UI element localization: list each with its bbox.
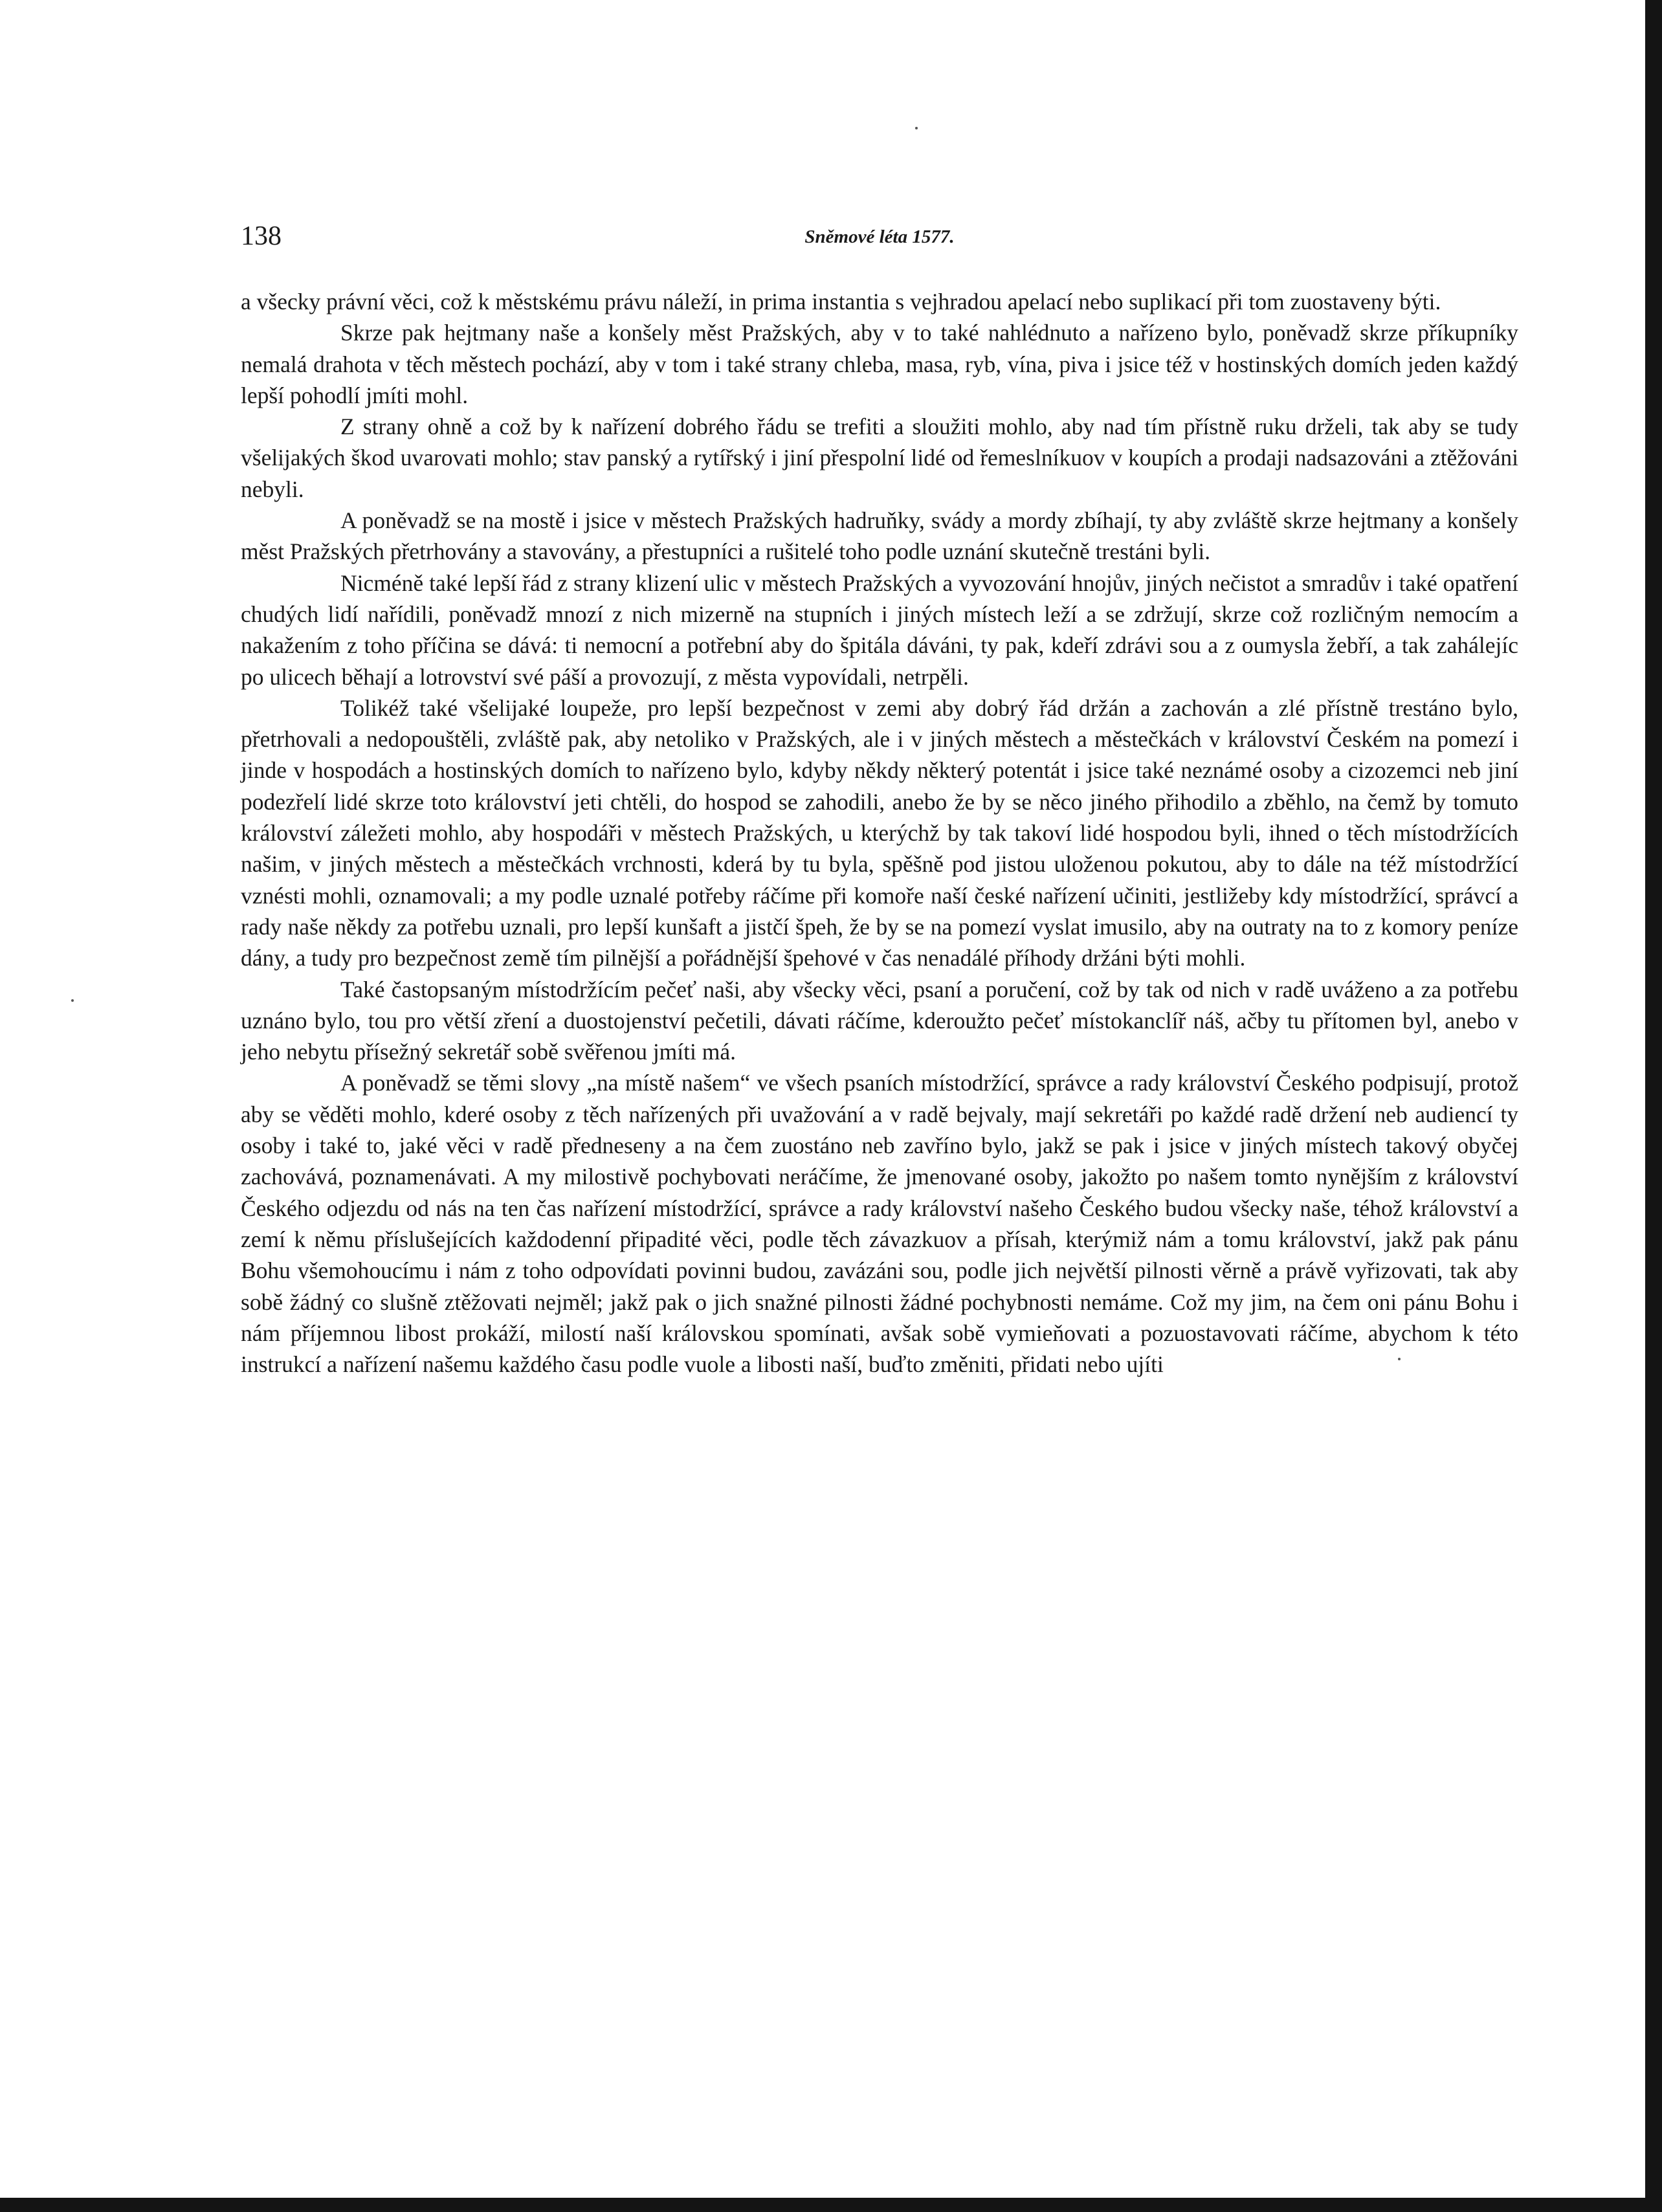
scan-border-bottom [0, 2198, 1662, 2212]
paragraph: A poněvadž se těmi slovy „na místě našem“ ve všech psaních místodržící, správce a rady království Českého podpisují, protož aby se věděti mohlo, kderé osoby z těch nařízených při uvažování a v radě bejvaly, mají sekretáři po každé radě držení neb audiencí ty osoby i také to, jaké věci v radě předneseny a na čem zuostáno neb zavříno bylo, jakž se pak i jsice v jiných místech takový obyčej zachovává, poznamenávati. A my milostivě pochybovati neráčíme, že jmenované osoby, jakožto po našem tomto nynějším z království Českého odjezdu od nás na ten čas nařízení místodržící, správce a rady království našeho Českého budou všecky naše, téhož království a zemí k němu příslušejících každodenní připadité věci, podle těch závazkuov a přísah, kterýmiž nám a tomu království, jakž pak pánu Bohu všemohoucímu i nám z toho odpovídati povinni budou, zavázáni sou, podle jich největší pilnosti věrně a právě vyřizovati, tak aby sobě žádný co slušně ztěžovati nejměl; jakž pak o jich snažné pilnosti žádné pochybnosti nemáme. Což my jim, na čem oni pánu Bohu i nám příjemnou libost prokáží, milostí naší královskou spomínati, avšak sobě vymieňovati a pozuostavovati ráčíme, abychom k této instrukcí a nařízení našemu každého času podle vuole a libosti naší, buďto změniti, přidati nebo ujíti [241, 1070, 1518, 1378]
scan-border-right [1645, 0, 1662, 2212]
paragraph: Skrze pak hejtmany naše a konšely měst Pražských, aby v to také nahlédnuto a nařízeno bylo, poněvadž skrze příkupníky nemalá drahota v těch městech pochází, aby v tom i také strany chleba, masa, ryb, vína, piva i jsice též v hostinských domích jeden každý lepší pohodlí jmíti mohl. [241, 320, 1518, 408]
scan-speck [915, 127, 918, 129]
scan-speck [71, 999, 74, 1002]
page-number: 138 [241, 221, 282, 251]
paragraph: Z strany ohně a což by k nařízení dobrého řádu se trefiti a sloužiti mohlo, aby nad tím přístně ruku drželi, tak aby se tudy všelijakých škod uvarovati mohlo; stav panský a rytířský i jiní přespolní lidé od řemeslníkuov v koupích a prodaji nadsazováni a ztěžováni nebyli. [241, 414, 1518, 502]
running-head [241, 214, 1518, 252]
paragraph: A poněvadž se na mostě i jsice v městech Pražských hadruňky, svády a mordy zbíhají, ty aby zvláště skrze hejtmany a konšely měst Pražských přetrhovány a stavovány, a přestupníci a rušitelé toho podle uznání skutečně trestáni byli. [241, 507, 1518, 565]
paragraph: Také častopsaným místodržícím pečeť naši, aby všecky věci, psaní a poručení, což by tak od nich v radě uváženo a za potřebu uznáno bylo, tou pro větší zření a duostojenství pečetili, dávati ráčíme, kderoužto pečeť místokanclíř náš, ačby tu přítomen byl, anebo v jeho nebytu přísežný sekretář sobě svěřenou jmíti má. [241, 976, 1518, 1065]
paragraph: Nicméně také lepší řád z strany klizení ulic v městech Pražských a vyvozování hnojův, jiných nečistot a smradův i také opatření chudých lidí nařídili, poněvadž mnozí z nich mizerně na stupních i jiných místech leží a se zdržují, skrze což rozličným nemocím a nakažením z toho příčina se dává: ti nemocní a potřební aby do špitála dáváni, ty pak, kdeří zdrávi sou a z oumysla žebří, a tak zahálejíc po ulicech běhají a lotrovství své páší a provozují, z města vypovídali, netrpěli. [241, 570, 1518, 690]
running-title: Sněmové léta 1577. [804, 227, 955, 247]
paragraph: Tolikéž také všelijaké loupeže, pro lepší bezpečnost v zemi aby dobrý řád držán a zachován a zlé přístně trestáno bylo, přetrhovali a nedopouštěli, zvláště pak, aby netoliko v Pražských, ale i v jiných městech a městečkách v království Českém na pomezí i jinde v hospodách a hostinských domích to nařízeno bylo, kdyby někdy některý potentát i jsice také neznámé osoby a cizozemci neb jiní podezřelí lidé skrze toto království jeti chtěli, do hospod se zahodili, anebo že by se něco jiného přihodilo a zběhlo, na čemž by tomuto království záležeti mohlo, aby hospodáři v městech Pražských, u kterýchž by tak takoví lidé hospodou byli, ihned o těch místodržících našim, v jiných městech a městečkách vrchnosti, kderá by tu byla, spěšně pod jistou uloženou pokutou, aby to dále na též místodržící vznésti mohli, oznamovali; a my podle uznalé potřeby ráčíme při komoře naší české nařízení učiniti, jestližeby kdy místodržící, správcí a rady naše někdy za potřebu uznali, pro lepší kunšaft a jistčí špeh, že by se na pomezí vyslat imusilo, aby na outraty na to z komory peníze dány, a tudy pro bezpečnost země tím pilnější a pořádnější špehové v čas nenadálé příhody držáni býti mohli. [241, 694, 1518, 971]
paragraph-continuation: a všecky právní věci, což k městskému právu náleží, in prima instantia s vejhradou apelací nebo suplikací při tom zuostaveny býti. [241, 289, 1441, 315]
body-text [241, 286, 1518, 1380]
book-page [241, 214, 1518, 1380]
